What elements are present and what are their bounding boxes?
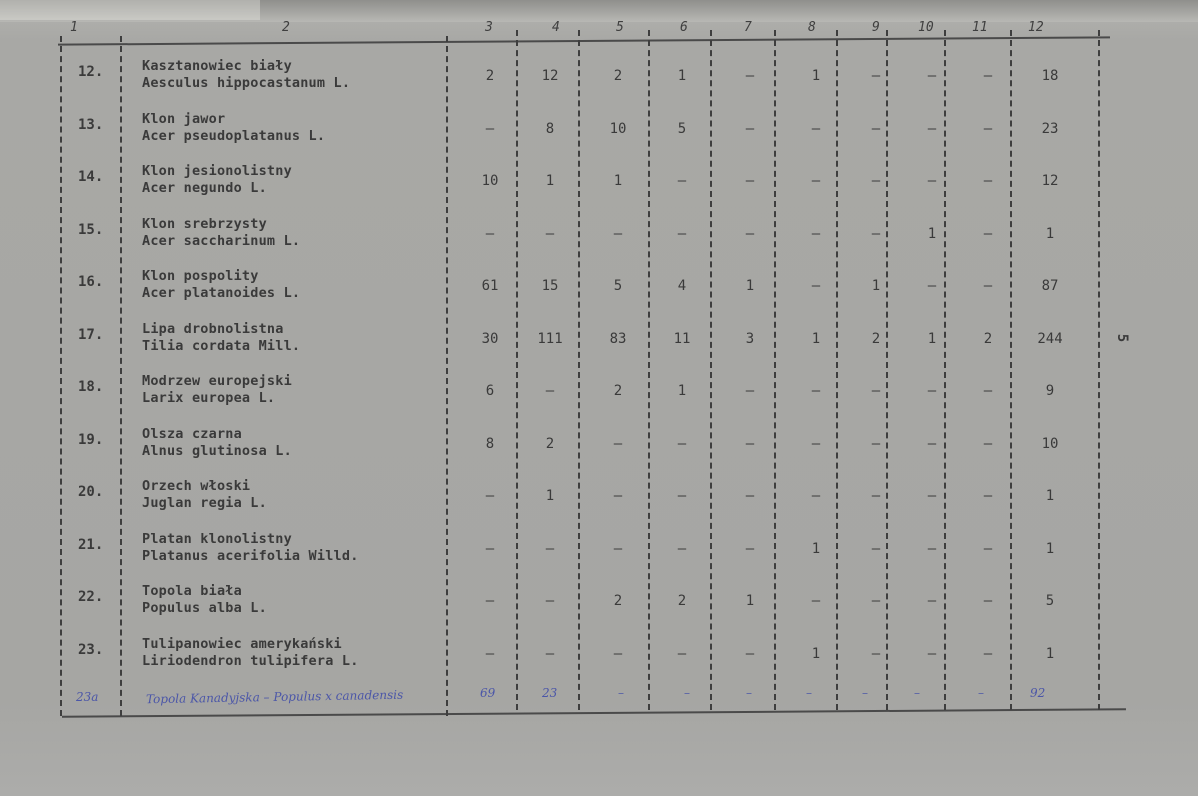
- cell-col-6: 1: [677, 383, 687, 399]
- cell-col-11: 2: [983, 330, 993, 347]
- cell-col-5: 10: [609, 120, 627, 137]
- cell-col-10: –: [927, 173, 937, 189]
- handwritten-cell-col-5: –: [618, 686, 624, 700]
- cell-col-8: –: [811, 120, 821, 137]
- species-polish-name: Klon srebrzysty: [142, 215, 267, 232]
- species-polish-name: Olsza czarna: [142, 425, 242, 442]
- cell-col-3: –: [485, 120, 495, 137]
- cell-col-7: –: [745, 120, 755, 137]
- cell-col-9: –: [871, 68, 881, 84]
- cell-col-5: –: [613, 225, 623, 242]
- cell-col-5: 2: [613, 68, 623, 84]
- cell-col-8: –: [811, 488, 821, 504]
- species-name: [142, 321, 300, 355]
- row-number: 13.: [78, 116, 104, 133]
- cell-col-4: 1: [545, 488, 555, 504]
- cell-col-11: –: [983, 645, 993, 662]
- col-header-6: 6: [680, 20, 688, 35]
- cell-col-3: 10: [481, 173, 499, 189]
- row-number: 17.: [78, 326, 104, 343]
- cell-col-3: –: [485, 488, 495, 504]
- cell-col-10: 1: [927, 225, 937, 242]
- table-row: [0, 111, 1198, 165]
- cell-col-4: 15: [541, 278, 559, 294]
- cell-col-7: –: [745, 540, 755, 557]
- cell-col-10: –: [927, 488, 937, 504]
- species-polish-name: Platan klonolistny: [142, 530, 292, 547]
- cell-col-10: –: [927, 120, 937, 137]
- handwritten-row-number: 23a: [76, 690, 99, 704]
- table-row: [0, 426, 1198, 480]
- row-number: 18.: [78, 379, 104, 395]
- cell-col-10: –: [927, 645, 937, 662]
- cell-col-9: –: [871, 488, 881, 504]
- cell-col-10: –: [927, 435, 937, 452]
- species-name: [142, 216, 300, 250]
- table-row: [0, 58, 1198, 112]
- col-header-3: 3: [485, 20, 493, 35]
- cell-col-7: –: [745, 225, 755, 242]
- handwritten-cell-col-7: –: [746, 686, 752, 700]
- species-polish-name: Lipa drobnolistna: [142, 320, 284, 337]
- cell-col-4: 2: [545, 435, 555, 452]
- species-latin-name: Alnus glutinosa L.: [142, 442, 292, 459]
- cell-col-10: –: [927, 278, 937, 294]
- cell-col-12: 9: [1045, 383, 1055, 399]
- cell-col-5: 5: [613, 278, 623, 294]
- cell-col-6: –: [677, 488, 687, 504]
- cell-col-9: –: [871, 120, 881, 137]
- handwritten-species-name: Topola Kanadyjska – Populus x canadensis: [145, 687, 404, 707]
- cell-col-3: 6: [485, 383, 495, 399]
- cell-col-11: –: [983, 173, 993, 189]
- cell-col-6: 1: [677, 68, 687, 84]
- species-name: [142, 531, 359, 565]
- cell-col-7: –: [745, 173, 755, 189]
- species-latin-name: Tilia cordata Mill.: [142, 337, 301, 354]
- handwritten-cell-col-10: –: [914, 686, 920, 700]
- cell-col-6: –: [677, 225, 687, 242]
- cell-col-4: 8: [545, 120, 555, 137]
- cell-col-6: 2: [677, 593, 687, 609]
- cell-col-9: –: [871, 383, 881, 399]
- table-row: [0, 583, 1198, 637]
- col-header-9: 9: [872, 20, 880, 35]
- species-polish-name: Klon jesionolistny: [142, 163, 292, 179]
- row-number: 21.: [78, 536, 104, 553]
- cell-col-5: –: [613, 435, 623, 452]
- cell-col-12: 1: [1045, 645, 1055, 662]
- species-polish-name: Topola biała: [142, 583, 242, 599]
- row-number: 20.: [78, 484, 104, 500]
- cell-col-6: 11: [673, 330, 691, 347]
- cell-col-11: –: [983, 68, 993, 84]
- cell-col-8: –: [811, 593, 821, 609]
- cell-col-9: –: [871, 173, 881, 189]
- cell-col-3: –: [485, 225, 495, 242]
- cell-col-10: –: [927, 383, 937, 399]
- species-latin-name: Platanus acerifolia Willd.: [142, 547, 359, 564]
- species-name: [142, 163, 292, 197]
- cell-col-12: 12: [1041, 173, 1059, 189]
- cell-col-8: 1: [811, 540, 821, 557]
- cell-col-5: 1: [613, 173, 623, 189]
- row-number: 14.: [78, 169, 104, 185]
- cell-col-7: –: [745, 435, 755, 452]
- cell-col-6: –: [677, 435, 687, 452]
- species-polish-name: Kasztanowiec biały: [142, 58, 292, 74]
- row-number: 15.: [78, 221, 104, 238]
- cell-col-6: 4: [677, 278, 687, 294]
- species-name: [142, 373, 292, 407]
- table-row: [0, 373, 1198, 427]
- species-polish-name: Klon jawor: [142, 110, 226, 127]
- cell-col-5: –: [613, 645, 623, 662]
- handwritten-cell-col-11: –: [978, 686, 984, 700]
- row-number: 12.: [78, 64, 104, 80]
- cell-col-3: –: [485, 540, 495, 557]
- cell-col-6: 5: [677, 120, 687, 137]
- species-latin-name: Populus alba L.: [142, 600, 267, 616]
- col-header-12: 12: [1028, 20, 1044, 35]
- species-latin-name: Aesculus hippocastanum L.: [142, 75, 351, 91]
- cell-col-6: –: [677, 173, 687, 189]
- handwritten-cell-col-9: –: [862, 686, 868, 700]
- cell-col-12: 1: [1045, 540, 1055, 557]
- cell-col-11: –: [983, 278, 993, 294]
- species-latin-name: Larix europea L.: [142, 390, 276, 406]
- row-number: 16.: [78, 274, 104, 290]
- cell-col-5: 83: [609, 330, 627, 347]
- species-latin-name: Juglan regia L.: [142, 495, 267, 511]
- cell-col-7: –: [745, 488, 755, 504]
- species-latin-name: Liriodendron tulipifera L.: [142, 652, 359, 669]
- cell-col-9: –: [871, 645, 881, 662]
- cell-col-11: –: [983, 120, 993, 137]
- col-header-1: 1: [70, 20, 78, 35]
- cell-col-4: 1: [545, 173, 555, 189]
- cell-col-10: –: [927, 593, 937, 609]
- cell-col-12: 5: [1045, 593, 1055, 609]
- cell-col-9: –: [871, 435, 881, 452]
- row-number: 23.: [78, 641, 104, 658]
- species-name: [142, 111, 325, 145]
- col-header-5: 5: [616, 20, 624, 35]
- cell-col-10: –: [927, 68, 937, 84]
- cell-col-8: –: [811, 435, 821, 452]
- cell-col-7: 1: [745, 278, 755, 294]
- cell-col-5: –: [613, 540, 623, 557]
- cell-col-7: –: [745, 645, 755, 662]
- cell-col-8: 1: [811, 645, 821, 662]
- species-name: [142, 478, 267, 512]
- cell-col-11: –: [983, 593, 993, 609]
- cell-col-12: 18: [1041, 68, 1059, 84]
- cell-col-5: –: [613, 488, 623, 504]
- cell-col-9: –: [871, 225, 881, 242]
- cell-col-7: –: [745, 68, 755, 84]
- cell-col-4: –: [545, 383, 555, 399]
- handwritten-cell-col-3: 69: [480, 686, 496, 700]
- cell-col-3: –: [485, 593, 495, 609]
- cell-col-10: –: [927, 540, 937, 557]
- handwritten-cell-col-4: 23: [542, 686, 558, 700]
- cell-col-4: 111: [537, 330, 563, 347]
- cell-col-3: 2: [485, 68, 495, 84]
- cell-col-11: –: [983, 540, 993, 557]
- species-name: [142, 636, 359, 670]
- cell-col-6: –: [677, 540, 687, 557]
- table-row: [0, 216, 1198, 270]
- species-latin-name: Acer pseudoplatanus L.: [142, 127, 326, 144]
- col-header-10: 10: [918, 20, 934, 35]
- cell-col-12: 10: [1041, 435, 1059, 452]
- col-header-4: 4: [552, 20, 560, 35]
- cell-col-5: 2: [613, 593, 623, 609]
- top-edge: [0, 0, 1198, 22]
- cell-col-4: 12: [541, 68, 559, 84]
- cell-col-8: –: [811, 173, 821, 189]
- species-polish-name: Modrzew europejski: [142, 373, 292, 389]
- cell-col-4: –: [545, 645, 555, 662]
- cell-col-9: –: [871, 593, 881, 609]
- cell-col-8: –: [811, 383, 821, 399]
- species-polish-name: Klon pospolity: [142, 268, 259, 284]
- cell-col-3: 8: [485, 435, 495, 452]
- cell-col-8: –: [811, 225, 821, 242]
- species-name: [142, 268, 300, 302]
- cell-col-12: 1: [1045, 225, 1055, 242]
- species-latin-name: Acer negundo L.: [142, 180, 267, 196]
- cell-col-8: 1: [811, 68, 821, 84]
- cell-col-12: 244: [1037, 330, 1063, 347]
- cell-col-11: –: [983, 488, 993, 504]
- cell-col-6: –: [677, 645, 687, 662]
- species-polish-name: Orzech włoski: [142, 478, 251, 494]
- table-row: [0, 478, 1198, 532]
- row-number: 22.: [78, 589, 104, 605]
- cell-col-12: 1: [1045, 488, 1055, 504]
- handwritten-cell-col-8: –: [806, 686, 812, 700]
- species-latin-name: Acer platanoides L.: [142, 285, 301, 301]
- col-header-11: 11: [972, 20, 988, 35]
- cell-col-3: –: [485, 645, 495, 662]
- cell-col-3: 30: [481, 330, 499, 347]
- species-polish-name: Tulipanowiec amerykański: [142, 635, 342, 652]
- cell-col-7: –: [745, 383, 755, 399]
- cell-col-12: 87: [1041, 278, 1059, 294]
- col-header-8: 8: [808, 20, 816, 35]
- handwritten-cell-col-12: 92: [1030, 686, 1046, 700]
- cell-col-12: 23: [1041, 120, 1059, 137]
- species-name: [142, 583, 267, 617]
- cell-col-7: 1: [745, 593, 755, 609]
- species-name: [142, 58, 350, 92]
- cell-col-11: –: [983, 435, 993, 452]
- table-row: [0, 321, 1198, 375]
- cell-col-10: 1: [927, 330, 937, 347]
- cell-col-11: –: [983, 383, 993, 399]
- col-header-2: 2: [282, 20, 290, 35]
- species-latin-name: Acer saccharinum L.: [142, 232, 301, 249]
- cell-col-9: –: [871, 540, 881, 557]
- cell-col-4: –: [545, 225, 555, 242]
- cell-col-3: 61: [481, 278, 499, 294]
- cell-col-4: –: [545, 593, 555, 609]
- cell-col-11: –: [983, 225, 993, 242]
- table-row: [0, 531, 1198, 585]
- cell-col-8: –: [811, 278, 821, 294]
- cell-col-5: 2: [613, 383, 623, 399]
- table-row: [0, 268, 1198, 322]
- cell-col-7: 3: [745, 330, 755, 347]
- table-row: [0, 636, 1198, 690]
- col-header-7: 7: [744, 20, 752, 35]
- row-number: 19.: [78, 431, 104, 448]
- species-name: [142, 426, 292, 460]
- handwritten-cell-col-6: –: [684, 686, 690, 700]
- cell-col-9: 1: [871, 278, 881, 294]
- cell-col-9: 2: [871, 330, 881, 347]
- cell-col-4: –: [545, 540, 555, 557]
- margin-mark: 5: [1114, 333, 1131, 343]
- table-row: [0, 163, 1198, 217]
- cell-col-8: 1: [811, 330, 821, 347]
